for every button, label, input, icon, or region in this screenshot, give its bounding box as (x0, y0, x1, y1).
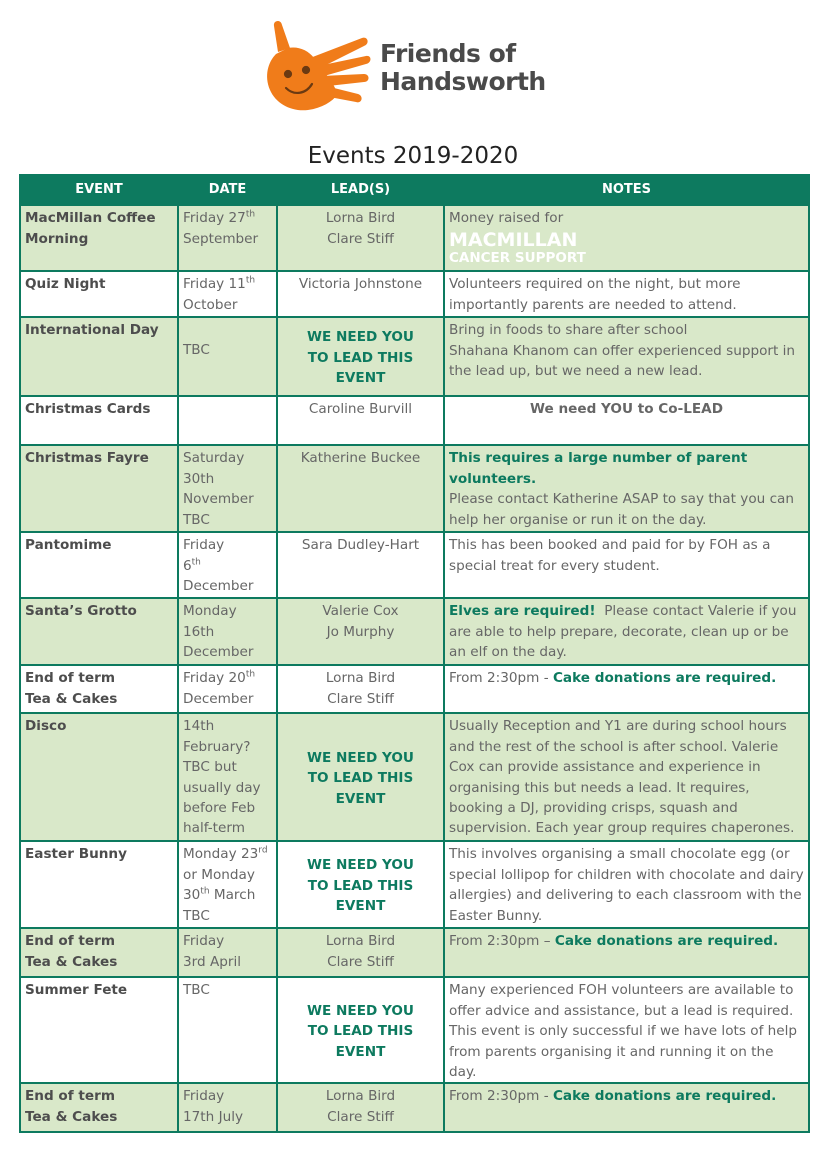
event-name: Easter Bunny (20, 841, 178, 928)
table-row (20, 713, 809, 841)
table-row (20, 598, 809, 665)
table-row (20, 665, 809, 713)
event-lead-needed: WE NEED YOU TO LEAD THIS EVENT (277, 977, 444, 1083)
table-row (20, 532, 809, 598)
event-name: Quiz Night (20, 271, 178, 317)
event-leads: Valerie Cox Jo Murphy (277, 598, 444, 665)
hand-logo-icon (262, 18, 374, 120)
event-notes: From 2:30pm - Cake donations are required. (444, 665, 809, 713)
event-date (178, 396, 277, 445)
event-name: End of term Tea & Cakes (20, 928, 178, 977)
event-name: Summer Fete (20, 977, 178, 1083)
event-leads: Caroline Burvill (277, 396, 444, 445)
event-date: Friday 3rd April (178, 928, 277, 977)
logo-wordmark (380, 40, 546, 96)
table-row (20, 205, 809, 271)
table-row (20, 396, 809, 445)
event-lead-needed: WE NEED YOU TO LEAD THIS EVENT (277, 713, 444, 841)
event-name: Christmas Fayre (20, 445, 178, 532)
event-name: End of term Tea & Cakes (20, 1083, 178, 1132)
event-notes: This involves organising a small chocolate egg (or special lollipop for children with chocolate and dairy allergies) and delivering to each classroom with the Easter Bunny. (444, 841, 809, 928)
event-notes: Money raised for MACMILLAN CANCER SUPPORT (444, 205, 809, 271)
friends-of-handsworth-logo (262, 18, 562, 120)
table-row (20, 841, 809, 928)
macmillan-logo (449, 229, 619, 265)
svg-text:MACMILLAN: MACMILLAN (449, 228, 578, 251)
event-lead-needed: WE NEED YOU TO LEAD THIS EVENT (277, 317, 444, 396)
event-leads: Katherine Buckee (277, 445, 444, 532)
table-row (20, 977, 809, 1083)
event-notes: From 2:30pm – Cake donations are required. (444, 928, 809, 977)
header-event: EVENT (20, 175, 178, 205)
event-name: Pantomime (20, 532, 178, 598)
header-notes: NOTES (444, 175, 809, 205)
event-notes: Elves are required! Please contact Valerie if you are able to help prepare, decorate, clean up or be an elf on the day. (444, 598, 809, 665)
event-name: End of term Tea & Cakes (20, 665, 178, 713)
event-leads: Sara Dudley-Hart (277, 532, 444, 598)
page-title: Events 2019-2020 (307, 143, 519, 169)
event-leads: Victoria Johnstone (277, 271, 444, 317)
header-leads: LEAD(S) (277, 175, 444, 205)
event-leads: Lorna Bird Clare Stiff (277, 665, 444, 713)
table-row (20, 317, 809, 396)
events-table (19, 174, 810, 1133)
event-leads: Lorna Bird Clare Stiff (277, 205, 444, 271)
event-date: Friday 11th October (178, 271, 277, 317)
event-name: Disco (20, 713, 178, 841)
event-name: Christmas Cards (20, 396, 178, 445)
event-date: Saturday 30th November TBC (178, 445, 277, 532)
event-notes: From 2:30pm - Cake donations are required. (444, 1083, 809, 1132)
event-notes: Volunteers required on the night, but more importantly parents are needed to attend. (444, 271, 809, 317)
header-date: DATE (178, 175, 277, 205)
table-header-row (20, 175, 809, 205)
event-name: International Day (20, 317, 178, 396)
event-date: Friday 27th September (178, 205, 277, 271)
svg-text:CANCER SUPPORT: CANCER SUPPORT (449, 249, 586, 265)
event-date: TBC (178, 317, 277, 396)
event-notes: Bring in foods to share after school Shahana Khanom can offer experienced support in the lead up, but we need a new lead. (444, 317, 809, 396)
logo-line-1: Friends of (380, 39, 516, 68)
event-lead-needed: WE NEED YOU TO LEAD THIS EVENT (277, 841, 444, 928)
event-notes: This has been booked and paid for by FOH as a special treat for every student. (444, 532, 809, 598)
event-name: MacMillan Coffee Morning (20, 205, 178, 271)
event-date: Monday 23rd or Monday 30th March TBC (178, 841, 277, 928)
event-notes-need: We need YOU to Co-LEAD (444, 396, 809, 445)
table-row (20, 1083, 809, 1132)
event-date: Friday 20th December (178, 665, 277, 713)
table-row (20, 445, 809, 532)
event-date: 14th February? TBC but usually day before Feb half-term (178, 713, 277, 841)
event-name: Santa’s Grotto (20, 598, 178, 665)
table-row (20, 271, 809, 317)
event-notes: Many experienced FOH volunteers are available to offer advice and assistance, but a lead is required. This event is only successful if we have lots of help from parents organising it and running it on the day. (444, 977, 809, 1083)
table-row (20, 928, 809, 977)
event-date: Monday 16th December (178, 598, 277, 665)
event-date: Friday 6th December (178, 532, 277, 598)
event-date: TBC (178, 977, 277, 1083)
event-date: Friday 17th July (178, 1083, 277, 1132)
event-leads: Lorna Bird Clare Stiff (277, 1083, 444, 1132)
event-notes: This requires a large number of parent volunteers. Please contact Katherine ASAP to say that you can help her organise or run it on the day. (444, 445, 809, 532)
event-notes: Usually Reception and Y1 are during school hours and the rest of the school is after school. Valerie Cox can provide assistance and experience in organising this but needs a lead. It requires, booking a DJ, providing crisps, squash and supervision. Each year group requires chaperones. (444, 713, 809, 841)
logo-line-2: Handsworth (380, 67, 546, 96)
event-leads: Lorna Bird Clare Stiff (277, 928, 444, 977)
